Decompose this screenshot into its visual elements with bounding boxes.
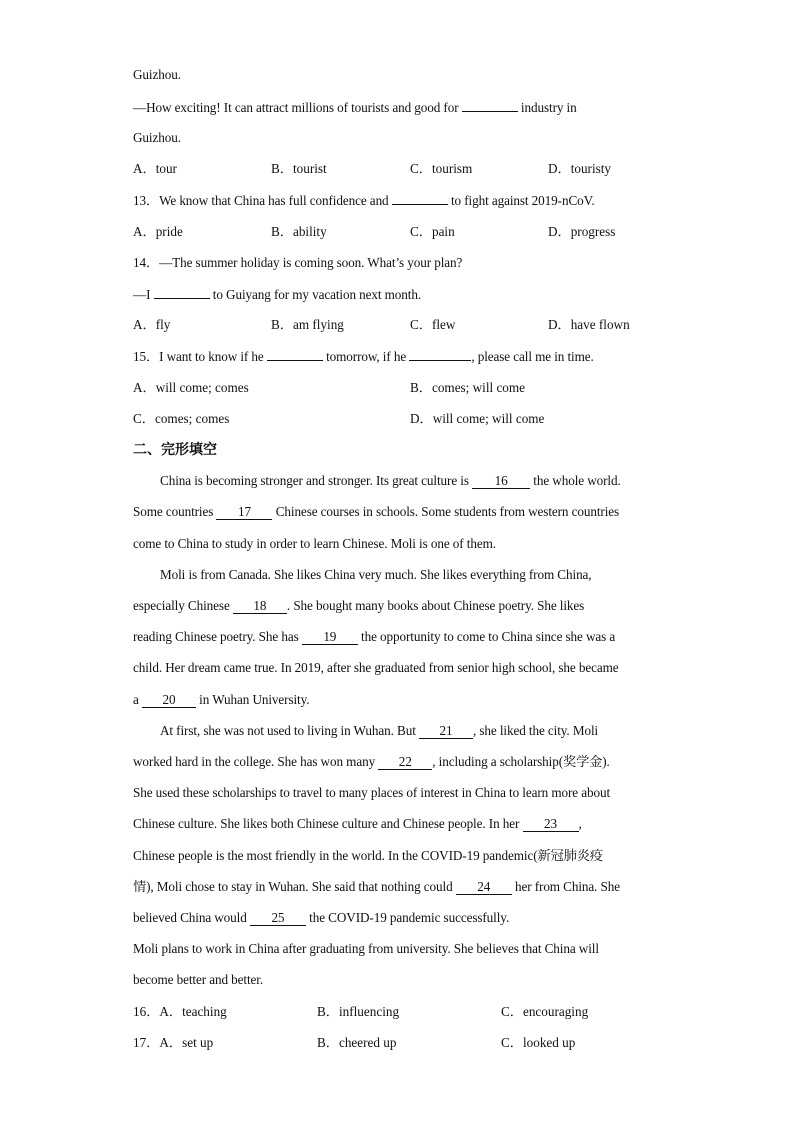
q12-line-2: —How exciting! It can attract millions of tourists and good for industry in bbox=[133, 100, 577, 115]
passage-line: China is becoming stronger and stronger. Its great culture is 16 the whole world. bbox=[160, 473, 621, 488]
q13-option-d[interactable]: D．progress bbox=[548, 224, 616, 239]
passage-line: child. Her dream came true. In 2019, after she graduated from senior high school, she became bbox=[133, 660, 619, 675]
q15-stem: 15．I want to know if he tomorrow, if he , please call me in time. bbox=[133, 349, 594, 364]
blank-19: 19 bbox=[302, 630, 358, 645]
q13-option-a[interactable]: A．pride bbox=[133, 224, 183, 239]
q14-line-2: —I to Guiyang for my vacation next month. bbox=[133, 287, 422, 302]
passage-line: At first, she was not used to living in Wuhan. But 21 , she liked the city. Moli bbox=[160, 723, 599, 738]
q15-option-a[interactable]: A．will come; comes bbox=[133, 380, 249, 395]
q13-stem: 13．We know that China has full confidence and to fight against 2019-nCoV. bbox=[133, 193, 595, 208]
q17-option-b[interactable]: B．cheered up bbox=[317, 1035, 397, 1050]
q12-option-b[interactable]: B．tourist bbox=[271, 161, 327, 176]
passage-line: a 20 in Wuhan University. bbox=[133, 692, 310, 707]
passage-line: 情), Moli chose to stay in Wuhan. She said that nothing could 24 her from China. She bbox=[133, 879, 621, 894]
blank-18: 18 bbox=[233, 599, 287, 614]
answer-blank bbox=[154, 285, 210, 299]
passage-line: worked hard in the college. She has won many 22 , including a scholarship(奖学金). bbox=[133, 754, 610, 769]
blank-17: 17 bbox=[216, 505, 272, 520]
q12-line-1: Guizhou. bbox=[133, 67, 181, 82]
passage-line: believed China would 25 the COVID-19 pandemic successfully. bbox=[133, 910, 510, 925]
blank-25: 25 bbox=[250, 911, 306, 926]
q17-option-a[interactable]: 17．A．set up bbox=[133, 1035, 214, 1050]
passage-line: especially Chinese 18 . She bought many books about Chinese poetry. She likes bbox=[133, 598, 585, 613]
q14-option-c[interactable]: C．flew bbox=[410, 317, 456, 332]
q13-option-c[interactable]: C．pain bbox=[410, 224, 455, 239]
q15-option-d[interactable]: D．will come; will come bbox=[410, 411, 545, 426]
passage-line: reading Chinese poetry. She has 19 the opportunity to come to China since she was a bbox=[133, 629, 616, 644]
q15-option-c[interactable]: C．comes; comes bbox=[133, 411, 230, 426]
blank-20: 20 bbox=[142, 693, 196, 708]
passage-line: She used these scholarships to travel to many places of interest in China to learn more about bbox=[133, 785, 611, 800]
q14-option-b[interactable]: B．am flying bbox=[271, 317, 344, 332]
passage-line: Chinese culture. She likes both Chinese culture and Chinese people. In her 23 , bbox=[133, 816, 582, 831]
section-heading: 二、完形填空 bbox=[133, 442, 217, 458]
blank-24: 24 bbox=[456, 880, 512, 895]
passage-line: Chinese people is the most friendly in the world. In the COVID-19 pandemic(新冠肺炎疫 bbox=[133, 848, 603, 863]
q12-option-c[interactable]: C．tourism bbox=[410, 161, 473, 176]
q16-option-c[interactable]: C．encouraging bbox=[501, 1004, 589, 1019]
blank-22: 22 bbox=[378, 755, 432, 770]
blank-21: 21 bbox=[419, 724, 473, 739]
passage-line: Moli plans to work in China after graduating from university. She believes that China will bbox=[133, 941, 599, 956]
answer-blank bbox=[267, 347, 323, 361]
q17-option-c[interactable]: C．looked up bbox=[501, 1035, 576, 1050]
q14-option-d[interactable]: D．have flown bbox=[548, 317, 630, 332]
q16-option-a[interactable]: 16．A．teaching bbox=[133, 1004, 227, 1019]
q14-line-1: 14．—The summer holiday is coming soon. What’s your plan? bbox=[133, 255, 463, 270]
passage-line: Some countries 17 Chinese courses in schools. Some students from western countries bbox=[133, 504, 620, 519]
passage-line: come to China to study in order to learn Chinese. Moli is one of them. bbox=[133, 536, 496, 551]
answer-blank bbox=[409, 347, 471, 361]
q14-option-a[interactable]: A．fly bbox=[133, 317, 171, 332]
q16-option-b[interactable]: B．influencing bbox=[317, 1004, 400, 1019]
q12-line-3: Guizhou. bbox=[133, 130, 181, 145]
answer-blank bbox=[392, 191, 448, 205]
q13-option-b[interactable]: B．ability bbox=[271, 224, 327, 239]
q12-option-d[interactable]: D．touristy bbox=[548, 161, 612, 176]
q15-option-b[interactable]: B．comes; will come bbox=[410, 380, 526, 395]
passage-line: become better and better. bbox=[133, 972, 264, 987]
passage-line: Moli is from Canada. She likes China very much. She likes everything from China, bbox=[160, 567, 592, 582]
blank-23: 23 bbox=[523, 817, 579, 832]
blank-16: 16 bbox=[472, 474, 530, 489]
q12-option-a[interactable]: A．tour bbox=[133, 161, 177, 176]
answer-blank bbox=[462, 98, 518, 112]
